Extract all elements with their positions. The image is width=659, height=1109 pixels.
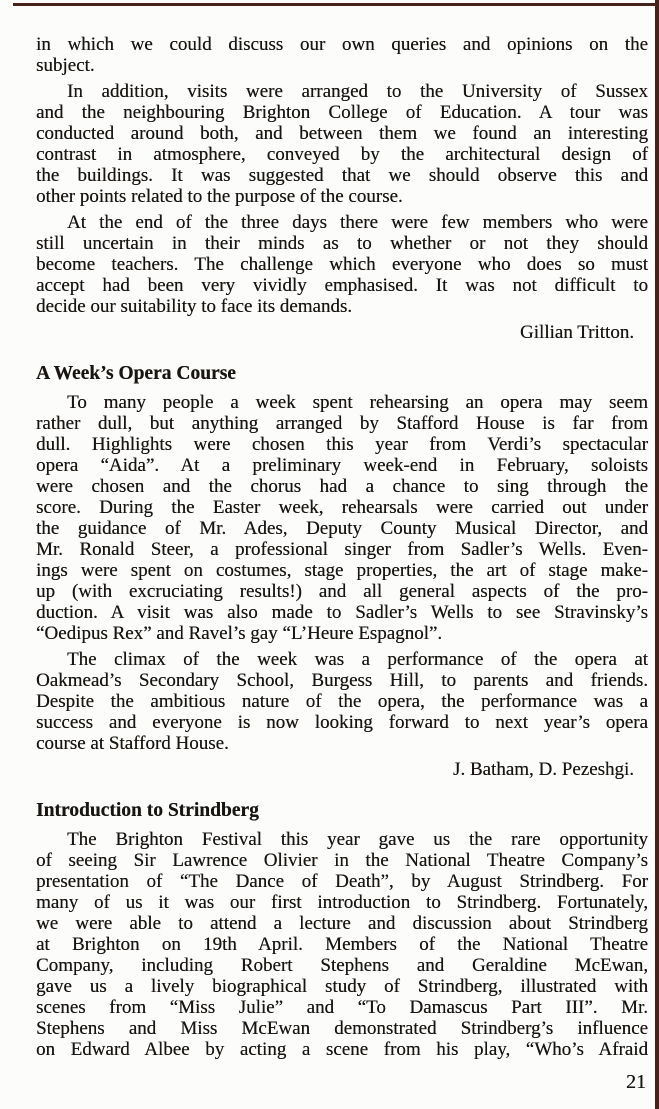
text-line: still uncertain in their minds as to whether or not they should (36, 233, 648, 254)
text-line: At the end of the three days there were few members who were (67, 212, 648, 233)
text-line: the buildings. It was suggested that we should observe this and (36, 165, 648, 186)
text-line: up (with excruciating results!) and all general aspects of the pro- (36, 581, 648, 602)
text-line: duction. A visit was also made to Sadler’s Wells to see Stravinsky’s (36, 602, 648, 623)
author-signature: J. Batham, D. Pezeshgi. (452, 759, 634, 780)
paragraph (36, 81, 648, 207)
text-line: in which we could discuss our own queries and opinions on the (36, 34, 648, 55)
text-line: on Edward Albee by acting a scene from his play, “Who’s Afraid (36, 1039, 648, 1060)
text-line: at Brighton on 19th April. Members of the National Theatre (36, 934, 648, 955)
paragraph (36, 392, 648, 644)
text-line: other points related to the purpose of the course. (36, 186, 403, 207)
paragraph (36, 829, 648, 1060)
text-line: the guidance of Mr. Ades, Deputy County Musical Director, and (36, 518, 648, 539)
text-line: scenes from “Miss Julie” and “To Damascus Part III”. Mr. (36, 997, 648, 1018)
text-line: course at Stafford House. (36, 733, 229, 754)
text-line: ings were spent on costumes, stage properties, the art of stage make- (36, 560, 648, 581)
text-line: success and everyone is now looking forward to next year’s opera (36, 712, 648, 733)
paragraph (36, 212, 648, 317)
text-line: The Brighton Festival this year gave us the rare opportunity (67, 829, 648, 850)
text-line: many of us it was our first introduction to Strindberg. Fortunately, (36, 892, 648, 913)
text-line: In addition, visits were arranged to the University of Sussex (67, 81, 648, 102)
text-line: Company, including Robert Stephens and Geraldine McEwan, (36, 955, 648, 976)
text-line: dull. Highlights were chosen this year from Verdi’s spectacular (36, 434, 648, 455)
text-line: we were able to attend a lecture and discussion about Strindberg (36, 913, 648, 934)
text-line: opera “Aida”. At a preliminary week-end in February, soloists (36, 455, 648, 476)
section-heading: A Week’s Opera Course (36, 363, 236, 384)
paragraph (36, 649, 648, 754)
text-line: rather dull, but anything arranged by Stafford House is far from (36, 413, 648, 434)
text-line: conducted around both, and between them we found an interesting (36, 123, 648, 144)
text-line: decide our suitability to face its demands. (36, 296, 353, 317)
text-line: To many people a week spent rehearsing an opera may seem (67, 392, 648, 413)
text-line: subject. (36, 55, 95, 76)
text-line: Oakmead’s Secondary School, Burgess Hill, to parents and friends. (36, 670, 648, 691)
text-line: Mr. Ronald Steer, a professional singer from Sadler’s Wells. Even- (36, 539, 648, 560)
text-line: were chosen and the chorus had a chance to sing through the (36, 476, 648, 497)
text-line: become teachers. The challenge which everyone who does so must (36, 254, 648, 275)
text-line: and the neighbouring Brighton College of Education. A tour was (36, 102, 648, 123)
section-heading: Introduction to Strindberg (36, 800, 259, 821)
page-number: 21 (626, 1071, 646, 1093)
text-line: score. During the Easter week, rehearsals were carried out under (36, 497, 648, 518)
text-line: “Oedipus Rex” and Ravel’s gay “L’Heure Espagnol”. (36, 623, 443, 644)
text-column (36, 34, 648, 1060)
text-line: contrast in atmosphere, conveyed by the architectural design of (36, 144, 648, 165)
text-line: Stephens and Miss McEwan demonstrated Strindberg’s influence (36, 1018, 648, 1039)
top-border-rule (13, 3, 659, 6)
text-line: gave us a lively biographical study of Strindberg, illustrated with (36, 976, 648, 997)
right-border-rule (655, 0, 659, 1109)
author-signature: Gillian Tritton. (519, 322, 634, 343)
text-line: accept had been very vividly emphasised. It was not difficult to (36, 275, 648, 296)
paragraph (36, 34, 648, 76)
scanned-page (36, 34, 648, 1093)
text-line: of seeing Sir Lawrence Olivier in the National Theatre Company’s (36, 850, 648, 871)
text-line: presentation of “The Dance of Death”, by August Strindberg. For (36, 871, 648, 892)
text-line: The climax of the week was a performance of the opera at (67, 649, 648, 670)
text-line: Despite the ambitious nature of the opera, the performance was a (36, 691, 648, 712)
